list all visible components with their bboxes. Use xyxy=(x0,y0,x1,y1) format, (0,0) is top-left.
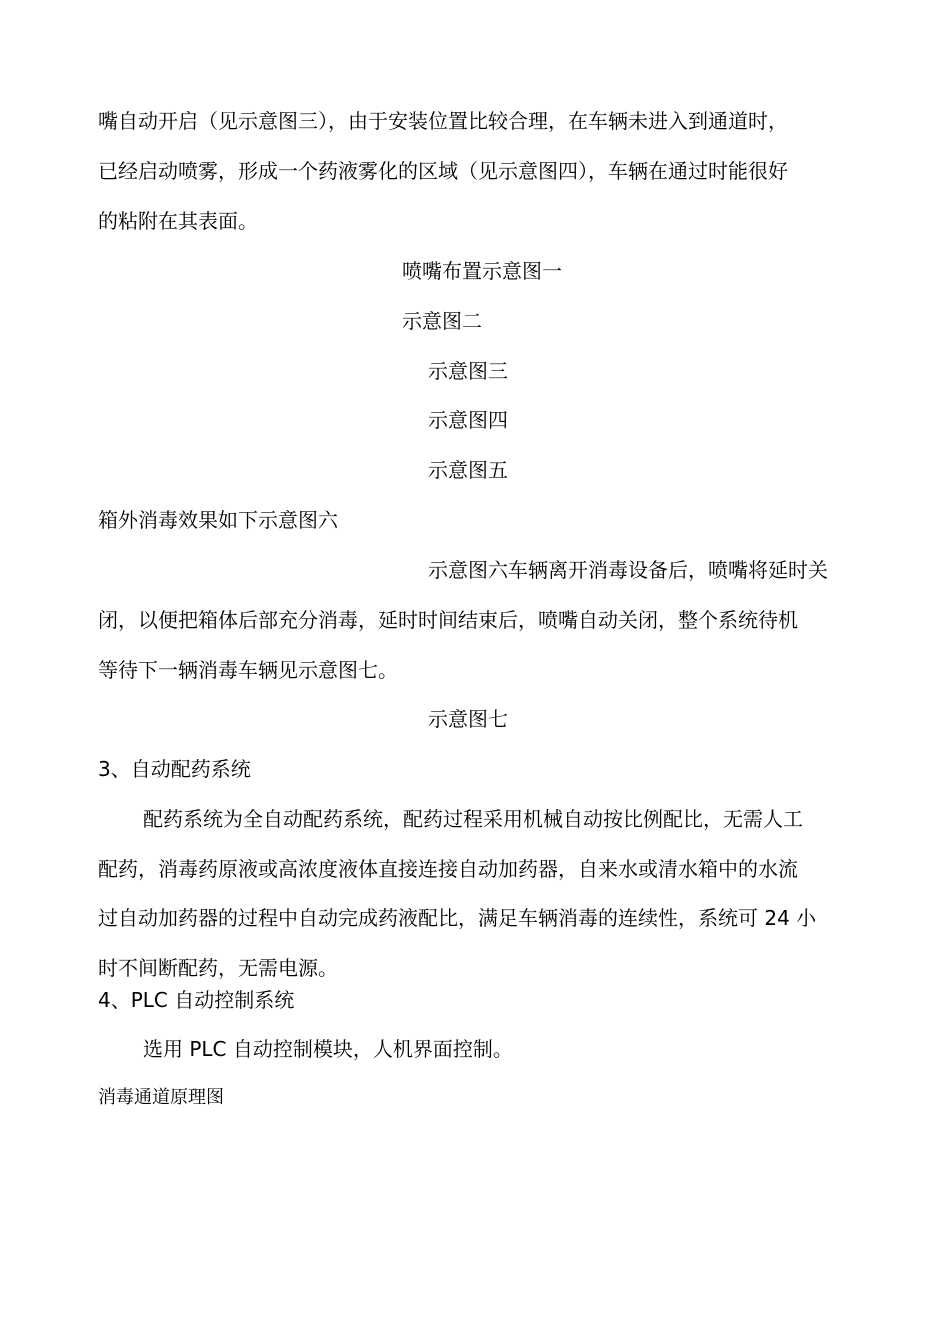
section-heading: 4、PLC 自动控制系统 xyxy=(98,988,295,1012)
body-text-line: 箱外消毒效果如下示意图六 xyxy=(98,508,338,532)
figure-caption: 喷嘴布置示意图一 xyxy=(402,259,562,283)
figure-caption: 示意图三 xyxy=(428,359,508,383)
figure-caption: 示意图二 xyxy=(402,309,482,333)
figure-title: 消毒通道原理图 xyxy=(98,1087,224,1108)
body-text-line: 等待下一辆消毒车辆见示意图七。 xyxy=(98,658,398,682)
body-text-line: 闭，以便把箱体后部充分消毒，延时时间结束后，喷嘴自动关闭，整个系统待机 xyxy=(98,608,798,632)
body-text-line: 嘴自动开启（见示意图三），由于安装位置比较合理，在车辆未进入到通道时， xyxy=(98,109,788,133)
figure-caption: 示意图五 xyxy=(428,458,508,482)
body-text-line: 选用 PLC 自动控制模块，人机界面控制。 xyxy=(143,1037,513,1061)
body-text-line: 配药系统为全自动配药系统，配药过程采用机械自动按比例配比，无需人工 xyxy=(143,807,803,831)
body-text-line: 时不间断配药，无需电源。 xyxy=(98,956,338,980)
section-heading: 3、自动配药系统 xyxy=(98,757,251,781)
body-text-line: 过自动加药器的过程中自动完成药液配比，满足车辆消毒的连续性，系统可 24 小 xyxy=(98,906,817,930)
body-text-line: 示意图六车辆离开消毒设备后，喷嘴将延时关 xyxy=(428,558,828,582)
body-text-line: 配药，消毒药原液或高浓度液体直接连接自动加药器，自来水或清水箱中的水流 xyxy=(98,857,798,881)
body-text-line: 已经启动喷雾，形成一个药液雾化的区域（见示意图四），车辆在通过时能很好 xyxy=(98,159,788,183)
figure-caption: 示意图四 xyxy=(428,408,508,432)
figure-caption: 示意图七 xyxy=(428,707,508,731)
body-text-line: 的粘附在其表面。 xyxy=(98,209,258,233)
